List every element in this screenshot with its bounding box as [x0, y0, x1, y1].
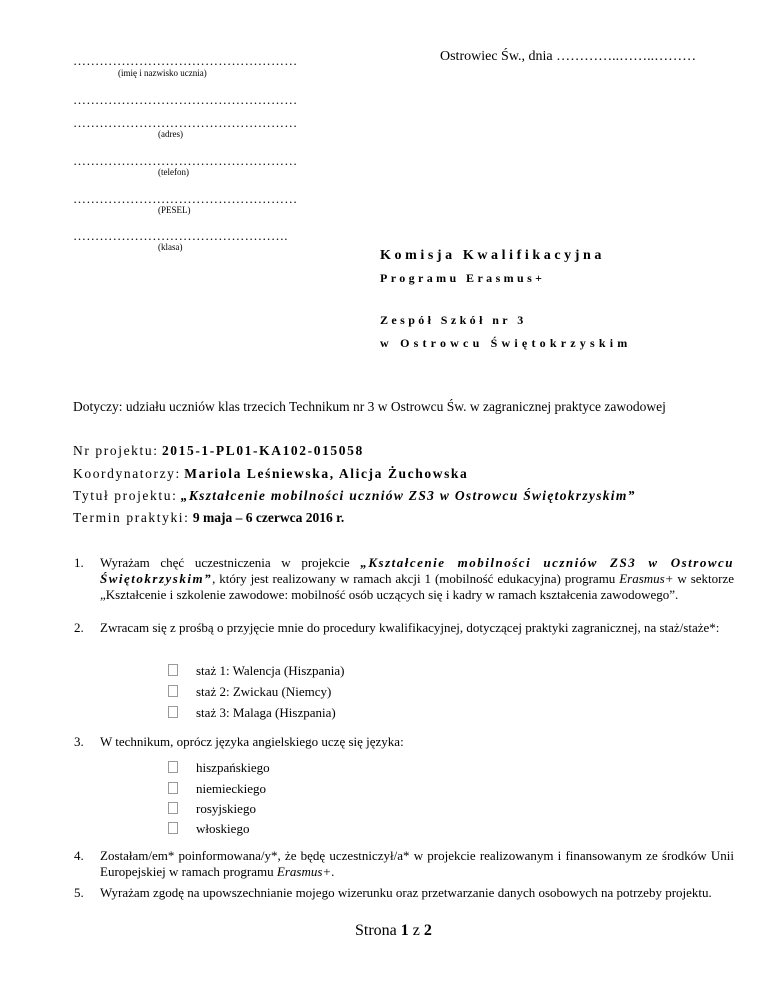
item-number: 2.	[74, 620, 84, 635]
pesel-dots-line[interactable]: ……………………………………………	[73, 191, 298, 206]
recipient-line-1: Komisja Kwalifikacyjna	[380, 248, 606, 263]
item-2-text: Zwracam się z prośbą o przyjęcie mnie do procedury kwalifikacyjnej, dotyczącej praktyki zagranicznej, na staż/staże*:	[100, 620, 720, 635]
list-item-2	[74, 620, 734, 636]
coordinators-value: Mariola Leśniewska, Alicja Żuchowska	[184, 466, 469, 481]
phone-dots-line[interactable]: ……………………………………………	[73, 153, 298, 168]
item-number: 1.	[74, 555, 84, 570]
list-item-5	[74, 885, 734, 901]
subject-line: Dotyczy: udziału uczniów klas trzecich Technikum nr 3 w Ostrowcu Św. w zagranicznej praktyce zawodowej	[73, 399, 666, 414]
language-option-3	[168, 801, 256, 817]
item-5-text: Wyrażam zgodę na upowszechnianie mojego wizerunku oraz przetwarzanie danych osobowych na potrzeby projektu.	[100, 885, 712, 900]
item-number: 5.	[74, 885, 84, 900]
project-coordinators	[73, 466, 468, 482]
checkbox-internship-3[interactable]	[168, 706, 178, 718]
language-label: rosyjskiego	[196, 801, 256, 816]
address-caption: (adres)	[158, 129, 183, 139]
address-dots-line-2[interactable]: ……………………………………………	[73, 115, 298, 130]
list-item-1	[74, 555, 734, 603]
project-title-label: Tytuł projektu:	[73, 488, 178, 503]
footer-page-word: Strona	[355, 922, 397, 939]
term-value: 9 maja – 6 czerwca 2016 r.	[192, 510, 345, 525]
class-dots-line[interactable]: ………………………………………….	[73, 228, 288, 243]
term-label: Termin praktyki:	[73, 510, 190, 525]
item-4-end: .	[331, 864, 335, 879]
recipient-line-4: w Ostrowcu Świętokrzyskim	[380, 336, 632, 350]
project-title-value: „Kształcenie mobilności uczniów ZS3 w Ostrowcu Świętokrzyskim”	[180, 488, 636, 503]
item-4-text: Zostałam/em* poinformowana/y*, że będę uczestniczył/a* w projekcie realizowanym i finansowanym ze środków Unii Europejskiej w ramach programu	[100, 848, 734, 879]
name-dots-line[interactable]: ……………………………………………	[73, 53, 298, 68]
class-caption: (klasa)	[158, 242, 183, 252]
internship-label: staż 1: Walencja (Hiszpania)	[196, 663, 345, 678]
internship-option-1	[168, 663, 345, 679]
checkbox-language-4[interactable]	[168, 822, 178, 834]
address-dots-line-1[interactable]: ……………………………………………	[73, 92, 298, 107]
language-label: niemieckiego	[196, 781, 267, 796]
internship-option-3	[168, 705, 336, 721]
internship-label: staż 3: Malaga (Hiszpania)	[196, 705, 336, 720]
item-number: 3.	[74, 734, 84, 749]
project-title	[73, 488, 636, 504]
checkbox-internship-1[interactable]	[168, 664, 178, 676]
project-term	[73, 510, 344, 526]
checkbox-language-1[interactable]	[168, 761, 178, 773]
list-item-4	[74, 848, 734, 880]
project-number-label: Nr projektu:	[73, 443, 159, 458]
place-date: Ostrowiec Św., dnia …………..……..………	[440, 49, 697, 64]
recipient-line-2: Programu Erasmus+	[380, 271, 546, 285]
item-1-text-post: w sektorze „Kształcenie i szkolenie zawodowe: mobilność osób uczących się i kadry w ramach kształcenia zawodowego”.	[100, 571, 735, 602]
phone-caption: (telefon)	[158, 167, 189, 177]
page-footer	[355, 922, 432, 940]
footer-page-number: 1	[400, 922, 409, 939]
checkbox-internship-2[interactable]	[168, 685, 178, 697]
language-option-2	[168, 781, 266, 797]
item-3-text: W technikum, oprócz języka angielskiego uczę się języka:	[100, 734, 404, 749]
recipient-line-3: Zespół Szkół nr 3	[380, 313, 527, 327]
language-option-4	[168, 821, 249, 837]
footer-total-pages: 2	[423, 922, 432, 939]
project-number-value: 2015-1-PL01-KA102-015058	[161, 443, 364, 458]
item-1-project-title: „Kształcenie mobilności uczniów ZS3 w Ostrowcu Świętokrzyskim”	[100, 555, 734, 586]
footer-of-word: z	[412, 922, 420, 939]
list-item-3	[74, 734, 734, 750]
item-4-erasmus: Erasmus+	[276, 864, 332, 879]
coordinators-label: Koordynatorzy:	[73, 466, 181, 481]
project-number	[73, 443, 364, 459]
item-1-text-mid: , który jest realizowany w ramach akcji 1 (mobilność edukacyjna) programu	[212, 571, 616, 586]
checkbox-language-2[interactable]	[168, 782, 178, 794]
name-caption: (imię i nazwisko ucznia)	[118, 68, 207, 78]
internship-option-2	[168, 684, 331, 700]
pesel-caption: (PESEL)	[158, 205, 191, 215]
language-label: hiszpańskiego	[196, 760, 270, 775]
item-1-text-pre: Wyrażam chęć uczestniczenia w projekcie	[100, 555, 350, 570]
language-label: włoskiego	[196, 821, 250, 836]
item-1-erasmus: Erasmus+	[619, 571, 674, 586]
internship-label: staż 2: Zwickau (Niemcy)	[196, 684, 332, 699]
language-option-1	[168, 760, 270, 776]
item-number: 4.	[74, 848, 84, 863]
checkbox-language-3[interactable]	[168, 802, 178, 814]
